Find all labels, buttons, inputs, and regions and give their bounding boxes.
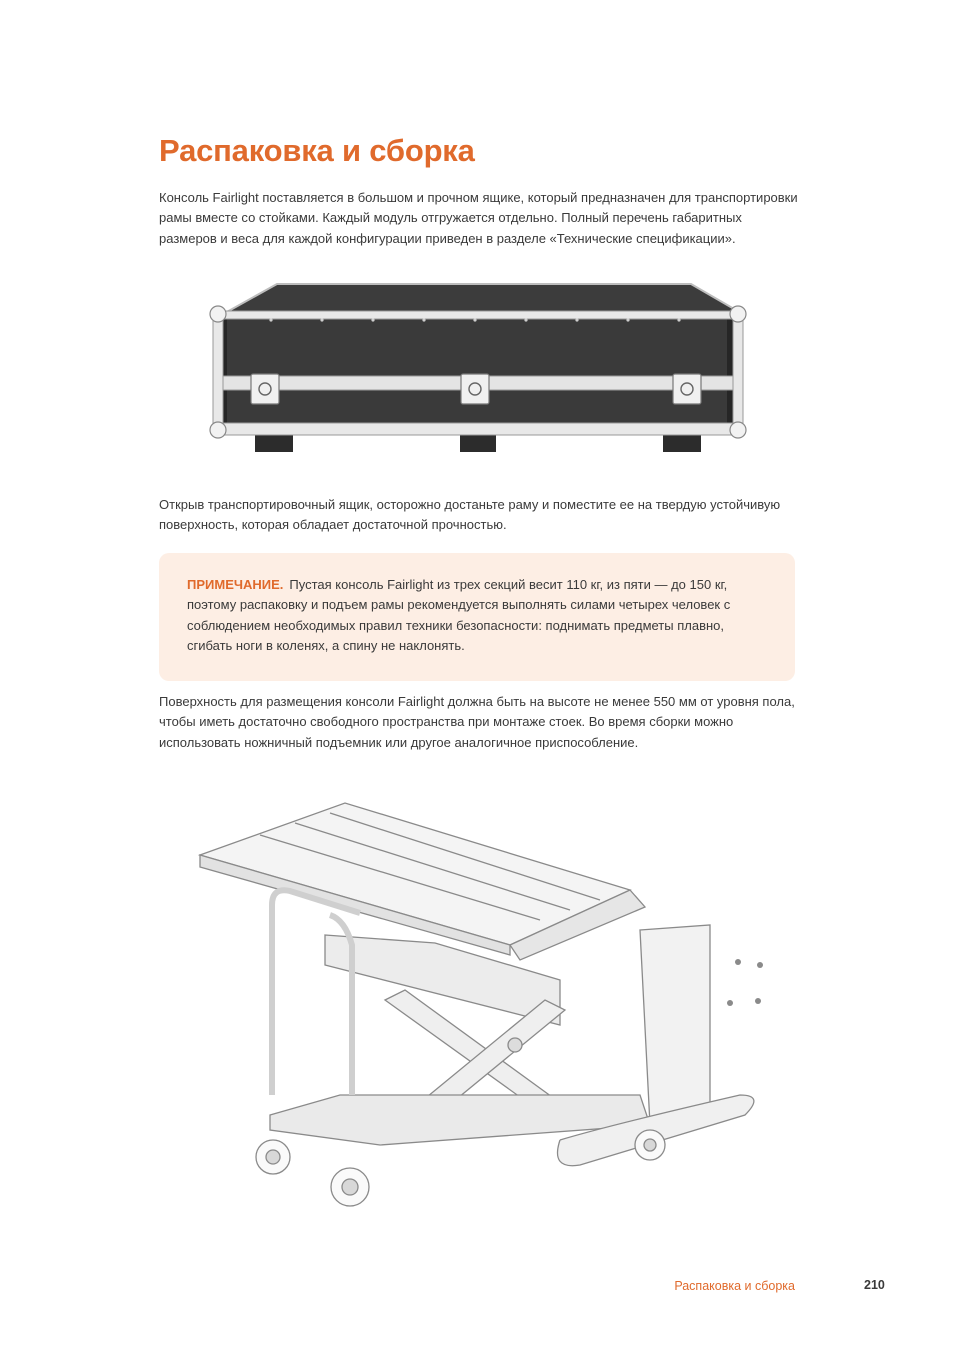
note-text xyxy=(187,575,747,656)
note-label: ПРИМЕЧАНИЕ. xyxy=(187,577,284,592)
intro-paragraph: Консоль Fairlight поставляется в большом и прочном ящике, который предназначен для транспортировки рамы вместе со стойками. Каждый модуль отгружается отдельно. Полный перечень габаритных размеров и веса для каждой конфигурации приведен в разделе «Технические спецификации». xyxy=(159,190,798,246)
scissor-lift-illustration xyxy=(180,795,780,1215)
surface-paragraph: Поверхность для размещения консоли Fairlight должна быть на высоте не менее 550 мм от уровня пола, чтобы иметь достаточно свободного пространства при монтаже стоек. Во время сборки можно использовать ножничный подъемник или другое аналогичное приспособление. xyxy=(159,694,795,750)
flight-case-illustration xyxy=(205,278,751,458)
footer-section-title: Распаковка и сборка xyxy=(674,1279,795,1293)
footer-page-number: 210 xyxy=(864,1278,885,1292)
page-title: Распаковка и сборка xyxy=(159,133,475,168)
note-body: Пустая консоль Fairlight из трех секций весит 110 кг, из пяти — до 150 кг, поэтому распаковку и подъем рамы рекомендуется выполнять силами четырех человек с соблюдением необходимых правил техники безопасности: поднимать предметы плавно, сгибать ноги в коленях, а спину не наклонять. xyxy=(187,577,731,653)
unpack-paragraph: Открыв транспортировочный ящик, осторожно достаньте раму и поместите ее на твердую устойчивую поверхность, которая обладает достаточной прочностью. xyxy=(159,497,781,533)
note-box xyxy=(159,553,795,681)
